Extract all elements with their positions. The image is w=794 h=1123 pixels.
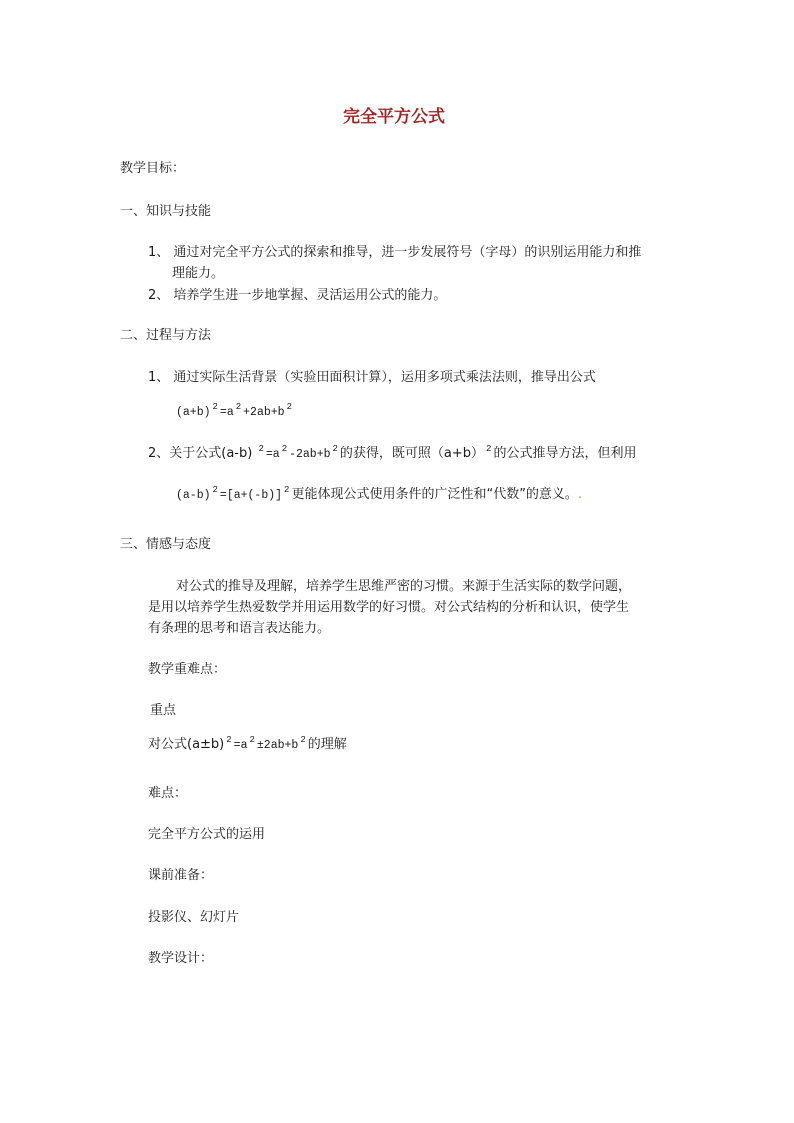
difficult-point-label: 难点： [148, 786, 188, 801]
section3-paragraph-line2: 是用以培养学生热爱数学并用运用数学的好习惯。对公式结构的分析和认识，使学生 [148, 600, 630, 615]
section3-heading: 三、情感与态度 [120, 537, 212, 552]
section2-item2: 2、关于公式(a-b) $^2$ =a $^2$ -2ab+b $^2$ 的获得，既可照（a+b） $^2$ 的公式推导方法，但利用 [148, 444, 637, 461]
objectives-heading: 教学目标： [120, 161, 186, 176]
section3-paragraph-line3: 有条理的思考和语言表达能力。 [148, 621, 331, 636]
section1-heading: 一、知识与技能 [120, 204, 212, 219]
difficult-point-text: 完全平方公式的运用 [148, 827, 266, 842]
design-heading: 教学设计： [148, 951, 214, 966]
preparation-heading: 课前准备： [148, 868, 214, 883]
key-point-label: 重点 [150, 703, 177, 718]
key-point-formula: 对公式(a±b) $^2$ =a $^2$ ±2ab+b $^2$ 的理解 [148, 735, 347, 752]
section2-heading: 二、过程与方法 [120, 328, 212, 343]
preparation-text: 投影仪、幻灯片 [148, 910, 240, 925]
difficulty-heading: 教学重难点： [148, 662, 227, 677]
section1-item1: 1、 通过对完全平方公式的探索和推导，进一步发展符号（字母）的识别运用能力和推 [148, 245, 642, 260]
page-title: 完全平方公式 [343, 107, 445, 127]
section2-item1: 1、 通过实际生活背景（实验田面积计算），运用多项式乘法法则，推导出公式 [148, 370, 596, 385]
section1-item1-continued: 理能力。 [172, 266, 225, 281]
section1-item2: 2、 培养学生进一步地掌握、灵活运用公式的能力。 [148, 288, 447, 303]
formula-square-of-sum: (a+b) $^2$ =a $^2$ +2ab+b $^2$ [176, 402, 292, 419]
formula-square-of-difference: (a-b) $^2$ =[a+(-b)] $^2$ 更能体现公式使用条件的广泛性和“代数”的意义。. [176, 485, 583, 502]
section3-paragraph-line1: 对公式的推导及理解，培养学生思维严密的习惯。来源于生活实际的数学问题， [176, 579, 632, 594]
